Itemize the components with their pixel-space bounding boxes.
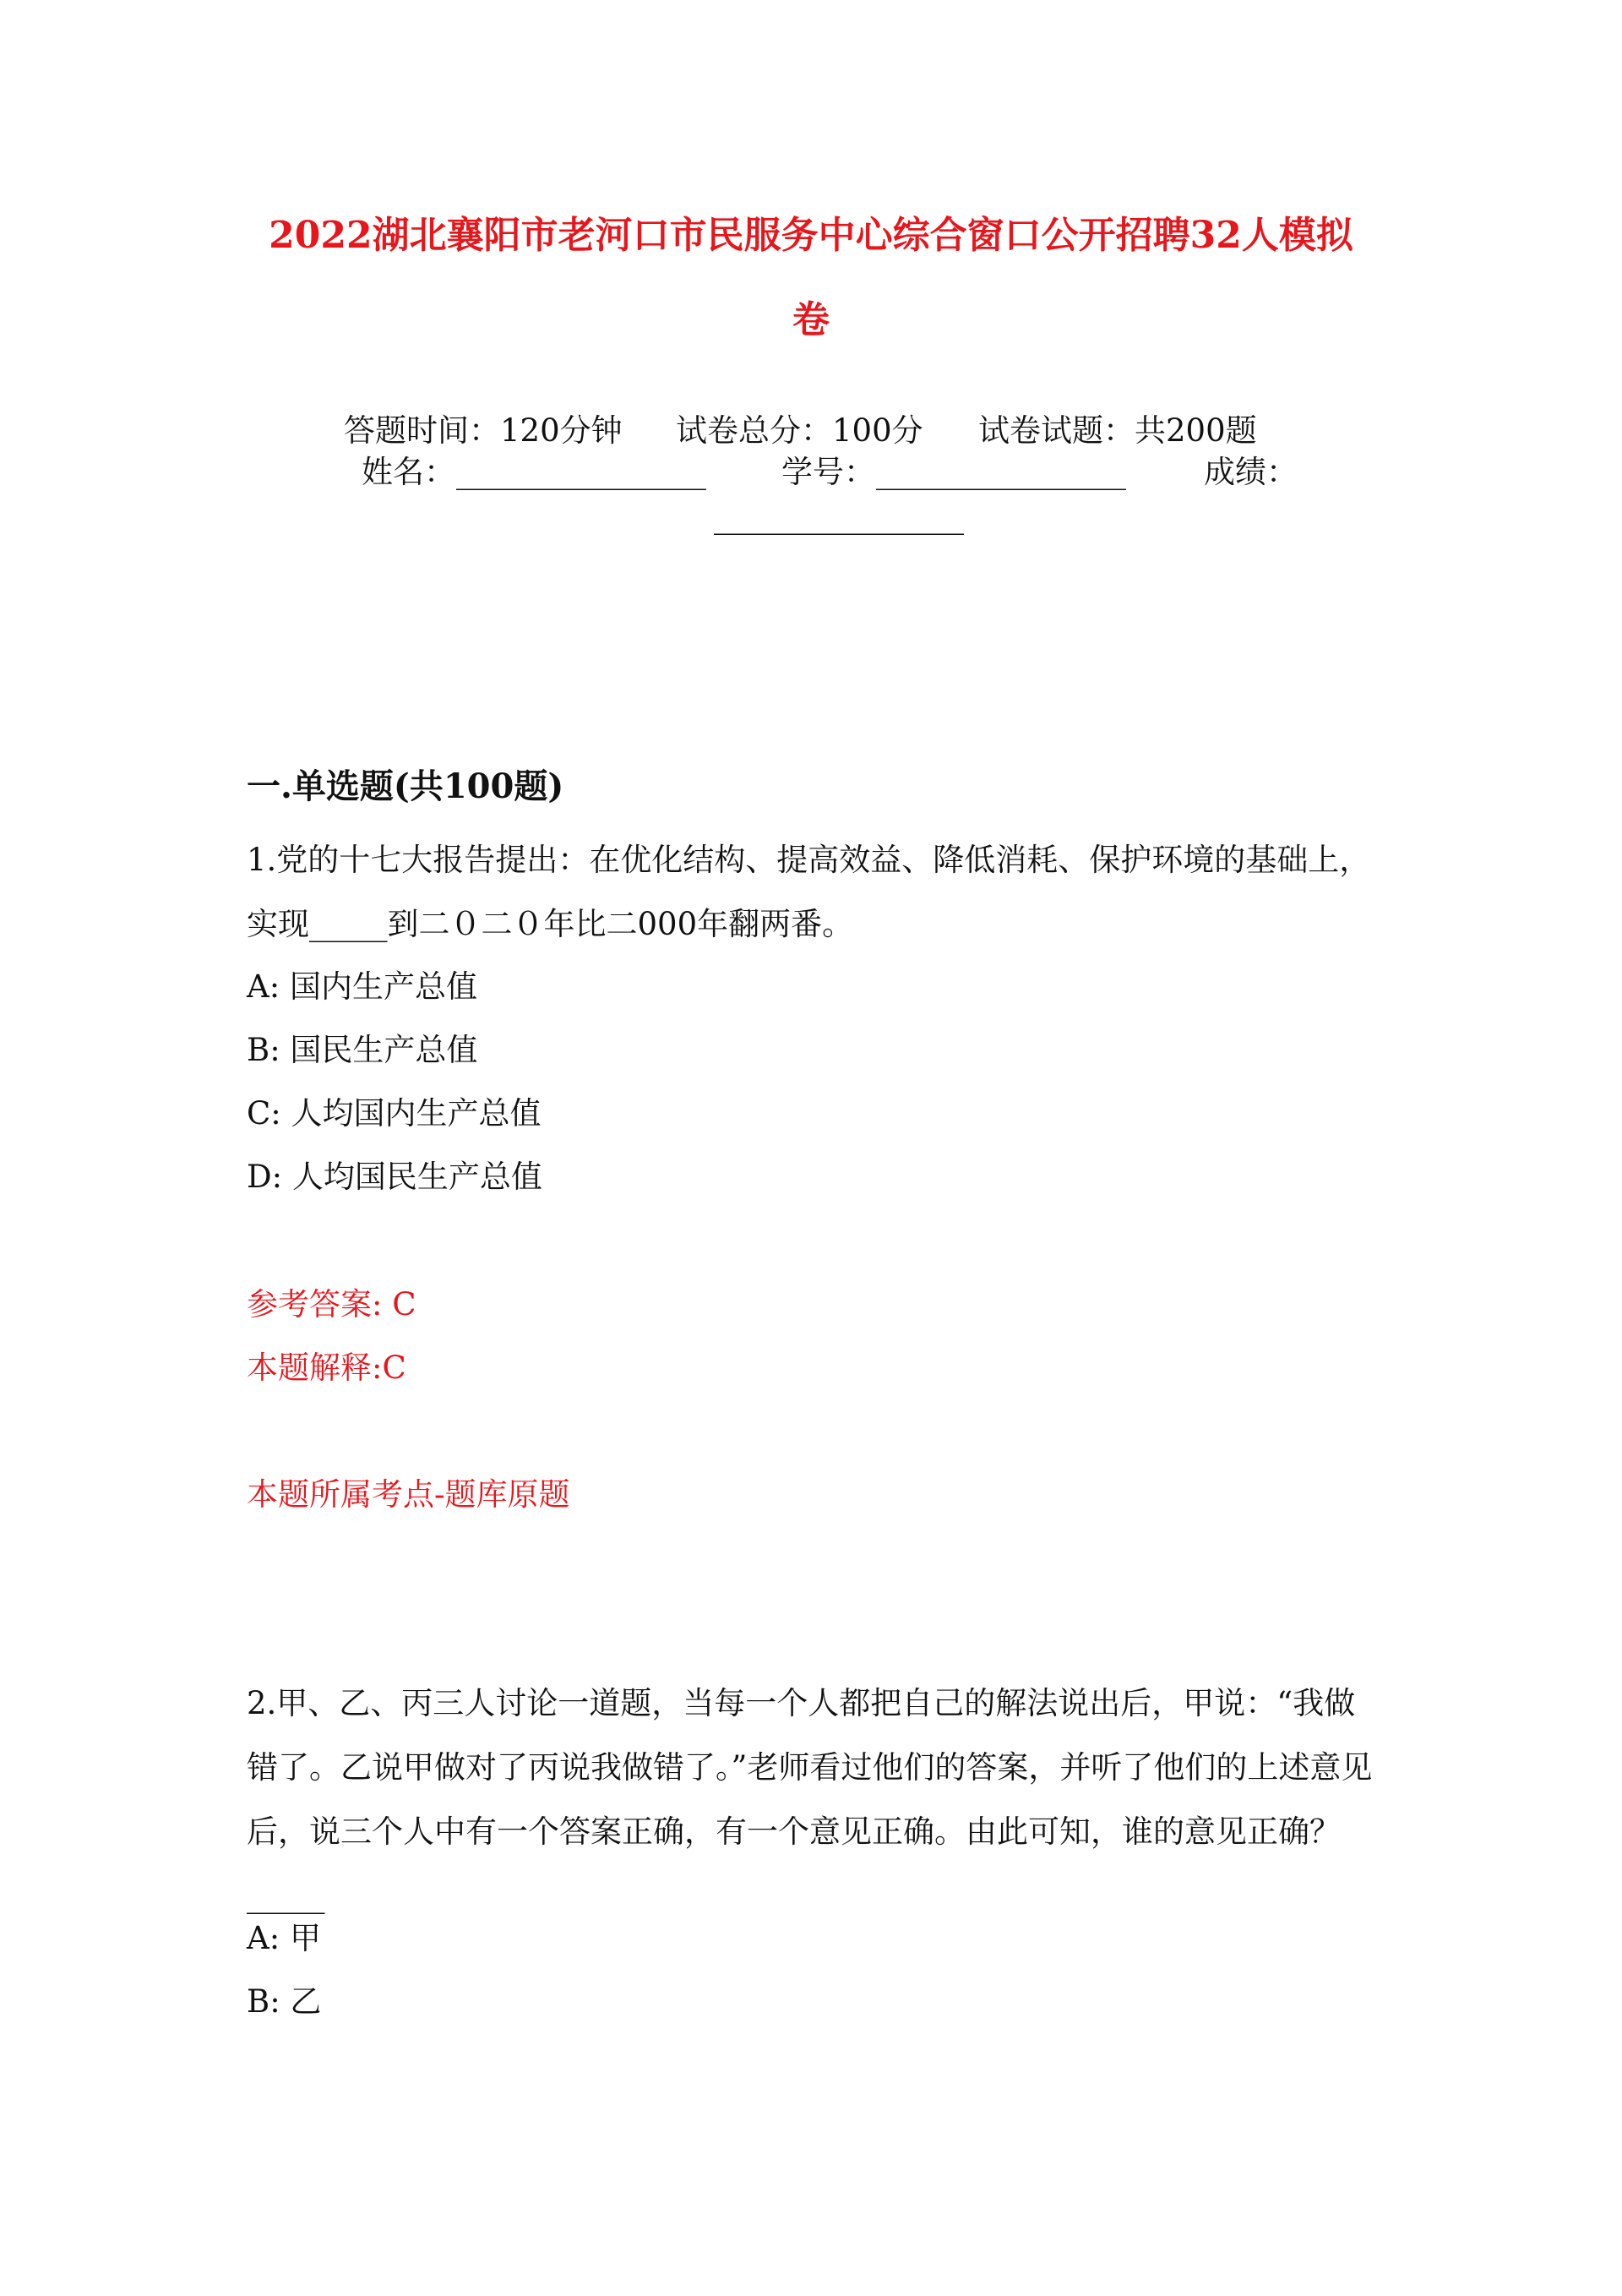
document-title-line1: 2022湖北襄阳市老河口市民服务中心综合窗口公开招聘32人模拟 <box>269 214 1353 257</box>
exam-total-score: 试卷总分：100分 <box>676 412 923 449</box>
student-id-label: 学号： <box>781 454 875 490</box>
exam-time: 答题时间：120分钟 <box>344 412 623 449</box>
name-blank: ________________ <box>456 454 706 490</box>
name-label: 姓名： <box>362 454 455 490</box>
option-d: D: 人均国民生产总值 <box>247 1159 542 1195</box>
reference-answer: 参考答案: C <box>247 1286 416 1323</box>
option-b: B: 乙 <box>247 1983 322 2020</box>
score-blank: ________________ <box>714 499 964 535</box>
student-id-blank: ________________ <box>876 454 1126 490</box>
option-b: B: 国民生产总值 <box>247 1032 478 1068</box>
question-text: 2.甲、乙、丙三人讨论一道题，当每一个人都把自己的解法说出后，甲说：“我做错了。乙说甲做对了丙说我做错了。”老师看过他们的答案，并听了他们的上述意见后，说三个人中有一个答案正确，有一个意见正确。由此可知，谁的意见正确？_____ <box>247 1685 1373 1914</box>
exam-question-count: 试卷试题：共200题 <box>978 412 1257 449</box>
question-text: 1.党的十七大报告提出：在优化结构、提高效益、降低消耗、保护环境的基础上，实现_____到二０二０年比二000年翻两番。 <box>247 842 1371 942</box>
option-a: A: 甲 <box>247 1920 321 1956</box>
option-a: A: 国内生产总值 <box>247 968 477 1005</box>
option-c: C: 人均国内生产总值 <box>247 1095 542 1132</box>
answer-explanation: 本题解释:C <box>247 1350 406 1386</box>
score-label: 成绩： <box>1204 454 1298 490</box>
document-title-line2: 卷 <box>792 298 830 341</box>
question-topic: 本题所属考点-题库原题 <box>247 1476 570 1513</box>
section-heading: 一.单选题(共100题) <box>247 766 564 806</box>
